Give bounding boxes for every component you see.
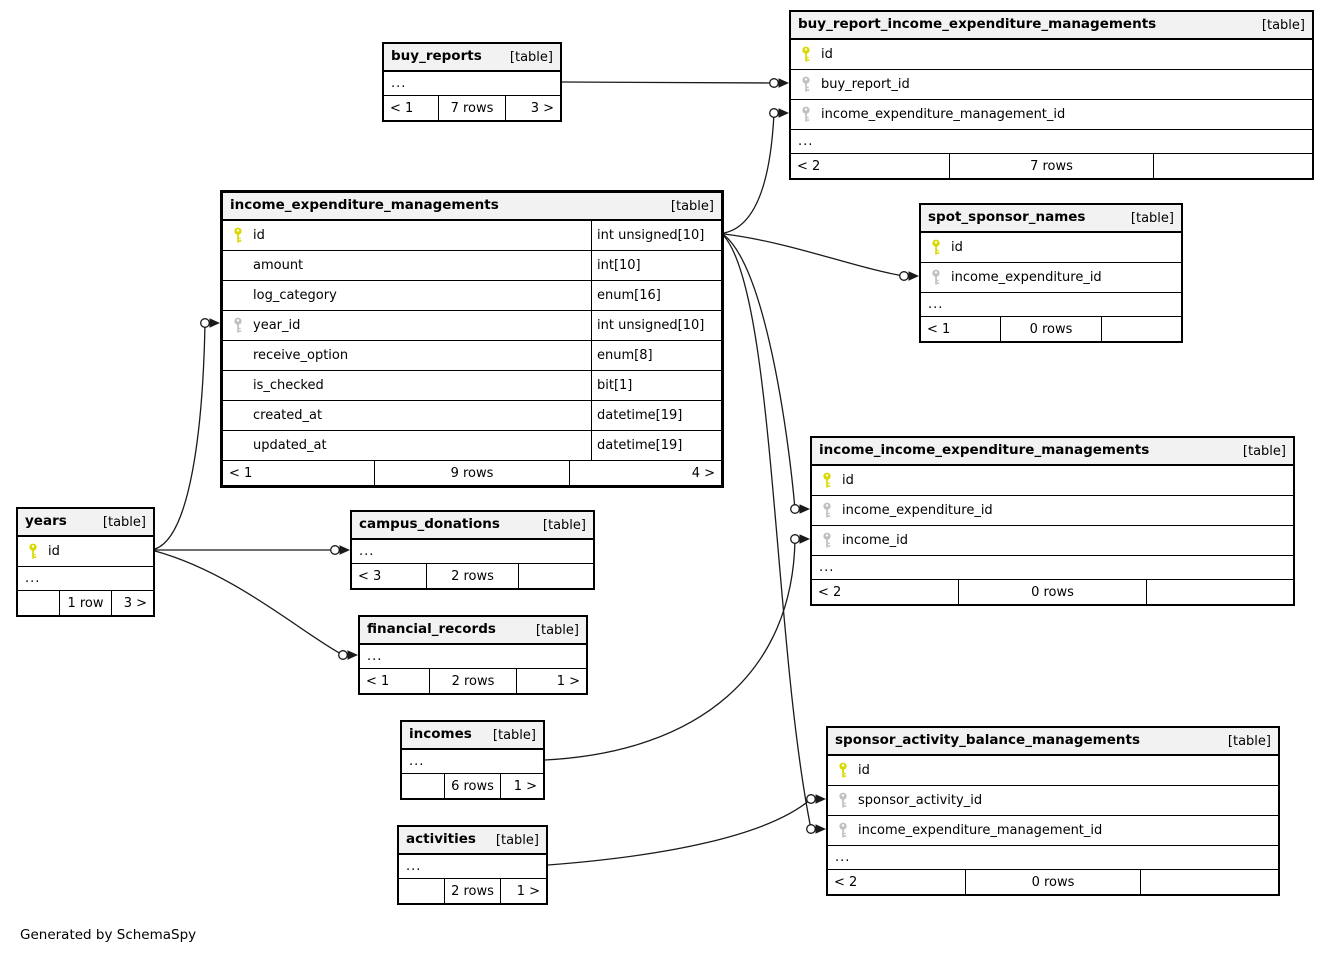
column-name: id (48, 545, 60, 558)
hidden-columns-ellipsis: ... (828, 846, 1278, 870)
column-row-is_checked (223, 371, 721, 401)
table-header[interactable] (384, 44, 560, 72)
row-count: 2 rows (426, 564, 519, 588)
column-name: income_id (842, 534, 908, 547)
table-footer (921, 317, 1181, 341)
parent-count: < 3 (358, 568, 382, 584)
key-slot (812, 502, 842, 519)
column-name: id (842, 474, 854, 487)
column-row-updated_at (223, 431, 721, 461)
child-count (518, 564, 593, 588)
table-footer (360, 669, 586, 693)
column-type: bit[1] (591, 371, 721, 400)
column-type: datetime[19] (591, 431, 721, 460)
column-name: income_expenditure_management_id (821, 108, 1066, 121)
parent-count: < 1 (366, 673, 390, 689)
row-count: 2 rows (444, 879, 500, 903)
key-slot (791, 106, 821, 123)
table-title: income_expenditure_managements (230, 197, 499, 214)
foreign-key-icon (931, 269, 942, 286)
column-name: id (951, 241, 963, 254)
child-count (1153, 154, 1312, 178)
table-title: income_income_expenditure_managements (819, 442, 1150, 459)
table-footer (812, 580, 1293, 604)
parent-count (18, 591, 59, 615)
column-row-income_expenditure_management_id (791, 100, 1312, 130)
key-slot (921, 269, 951, 286)
column-row-income_expenditure_id (812, 496, 1293, 526)
key-slot (828, 762, 858, 779)
table-header[interactable] (18, 509, 153, 537)
child-count: 1 > (500, 774, 543, 798)
key-slot (812, 532, 842, 549)
table-title: financial_records (367, 621, 496, 638)
column-type: datetime[19] (591, 401, 721, 430)
table-type-tag: [table] (1261, 17, 1305, 33)
column-name: id (858, 764, 870, 777)
hidden-columns-ellipsis: ... (399, 855, 546, 879)
hidden-columns-ellipsis: ... (402, 750, 543, 774)
column-row-sponsor_activity_id (828, 786, 1278, 816)
table-title: spot_sponsor_names (928, 209, 1086, 226)
table-incomes[interactable] (400, 720, 545, 800)
key-slot (812, 472, 842, 489)
column-row-id (791, 40, 1312, 70)
table-footer (18, 591, 153, 615)
table-header[interactable] (402, 722, 543, 750)
key-slot (18, 543, 48, 560)
column-row-receive_option (223, 341, 721, 371)
table-title: activities (406, 831, 476, 848)
child-count: 1 > (500, 879, 546, 903)
row-count: 0 rows (1000, 317, 1100, 341)
column-name: is_checked (253, 379, 324, 392)
child-count (1146, 580, 1293, 604)
primary-key-icon (28, 543, 39, 560)
column-type: enum[8] (591, 341, 721, 370)
column-row-id (223, 221, 721, 251)
key-slot (223, 227, 253, 244)
hidden-columns-ellipsis: ... (791, 130, 1312, 154)
foreign-key-icon (801, 106, 812, 123)
key-slot (828, 792, 858, 809)
row-count: 9 rows (374, 461, 568, 485)
row-count: 6 rows (444, 774, 500, 798)
column-name: buy_report_id (821, 78, 910, 91)
hidden-columns-ellipsis: ... (384, 72, 560, 96)
table-type-tag: [table] (535, 622, 579, 638)
table-title: buy_report_income_expenditure_managements (798, 16, 1157, 33)
parent-count (402, 774, 444, 798)
primary-key-icon (822, 472, 833, 489)
table-header[interactable] (360, 617, 586, 645)
table-title: years (25, 513, 67, 530)
table-type-tag: [table] (102, 514, 146, 530)
primary-key-icon (233, 227, 244, 244)
column-name: income_expenditure_id (951, 271, 1102, 284)
child-count (1101, 317, 1181, 341)
table-type-tag: [table] (1242, 443, 1286, 459)
column-name: receive_option (253, 349, 349, 362)
key-slot (828, 822, 858, 839)
table-years[interactable] (16, 507, 155, 617)
parent-count: < 2 (818, 584, 842, 600)
hidden-columns-ellipsis: ... (812, 556, 1293, 580)
column-row-id (828, 756, 1278, 786)
table-header[interactable] (791, 12, 1312, 40)
table-footer (352, 564, 593, 588)
hidden-columns-ellipsis: ... (352, 540, 593, 564)
table-footer (399, 879, 546, 903)
column-row-income_id (812, 526, 1293, 556)
foreign-key-icon (838, 822, 849, 839)
row-count: 1 row (59, 591, 110, 615)
table-title: sponsor_activity_balance_managements (835, 732, 1140, 749)
child-count: 3 > (111, 591, 153, 615)
table-buy_report_income_expenditure_managements[interactable] (789, 10, 1314, 180)
column-row-id (921, 233, 1181, 263)
column-type: int unsigned[10] (591, 311, 721, 340)
foreign-key-icon (822, 532, 833, 549)
table-activities[interactable] (397, 825, 548, 905)
column-name: created_at (253, 409, 323, 422)
table-header[interactable] (352, 512, 593, 540)
key-slot (791, 46, 821, 63)
table-header[interactable] (223, 193, 721, 221)
column-name: amount (253, 259, 304, 272)
column-row-id (18, 537, 153, 567)
foreign-key-icon (838, 792, 849, 809)
table-title: incomes (409, 726, 472, 743)
table-type-tag: [table] (1130, 210, 1174, 226)
column-row-income_expenditure_management_id (828, 816, 1278, 846)
table-type-tag: [table] (495, 832, 539, 848)
column-name: log_category (253, 289, 337, 302)
column-row-year_id (223, 311, 721, 341)
hidden-columns-ellipsis: ... (18, 567, 153, 591)
table-buy_reports[interactable] (382, 42, 562, 122)
column-row-id (812, 466, 1293, 496)
primary-key-icon (801, 46, 812, 63)
foreign-key-icon (822, 502, 833, 519)
column-name: income_expenditure_management_id (858, 824, 1103, 837)
row-count: 0 rows (965, 870, 1140, 894)
table-type-tag: [table] (670, 198, 714, 214)
column-name: sponsor_activity_id (858, 794, 983, 807)
table-header[interactable] (812, 438, 1293, 466)
parent-count: < 1 (927, 321, 951, 337)
table-footer (828, 870, 1278, 894)
table-income_income_expenditure_managements[interactable] (810, 436, 1295, 606)
column-name: income_expenditure_id (842, 504, 993, 517)
table-header[interactable] (921, 205, 1181, 233)
hidden-columns-ellipsis: ... (360, 645, 586, 669)
generator-credit: Generated by SchemaSpy (20, 927, 197, 943)
parent-count: < 2 (797, 158, 821, 174)
table-type-tag: [table] (1227, 733, 1271, 749)
column-type: int unsigned[10] (591, 221, 721, 250)
key-slot (791, 76, 821, 93)
column-name: year_id (253, 319, 301, 332)
column-type: enum[16] (591, 281, 721, 310)
foreign-key-icon (801, 76, 812, 93)
column-name: updated_at (253, 439, 327, 452)
foreign-key-icon (233, 317, 244, 334)
column-type: int[10] (591, 251, 721, 280)
table-type-tag: [table] (492, 727, 536, 743)
row-count: 2 rows (429, 669, 516, 693)
column-row-income_expenditure_id (921, 263, 1181, 293)
table-footer (402, 774, 543, 798)
row-count: 0 rows (958, 580, 1146, 604)
row-count: 7 rows (949, 154, 1152, 178)
table-header[interactable] (399, 827, 546, 855)
parent-count: < 1 (390, 100, 414, 116)
key-slot (921, 239, 951, 256)
primary-key-icon (931, 239, 942, 256)
table-title: campus_donations (359, 516, 500, 533)
table-financial_records[interactable] (358, 615, 588, 695)
child-count: 1 > (516, 669, 586, 693)
column-name: id (821, 48, 833, 61)
table-title: buy_reports (391, 48, 482, 65)
column-row-amount (223, 251, 721, 281)
table-sponsor_activity_balance_managements[interactable] (826, 726, 1280, 896)
child-count: 4 > (569, 461, 721, 485)
table-header[interactable] (828, 728, 1278, 756)
column-name: id (253, 229, 265, 242)
column-row-created_at (223, 401, 721, 431)
table-footer (791, 154, 1312, 178)
parent-count (399, 879, 444, 903)
key-slot (223, 317, 253, 334)
table-type-tag: [table] (542, 517, 586, 533)
table-campus_donations[interactable] (350, 510, 595, 590)
table-type-tag: [table] (509, 49, 553, 65)
column-row-buy_report_id (791, 70, 1312, 100)
parent-count: < 1 (229, 465, 253, 481)
child-count (1140, 870, 1278, 894)
table-income_expenditure_managements[interactable] (220, 190, 724, 488)
row-count: 7 rows (438, 96, 505, 120)
table-spot_sponsor_names[interactable] (919, 203, 1183, 343)
table-footer (223, 461, 721, 485)
parent-count: < 2 (834, 874, 858, 890)
primary-key-icon (838, 762, 849, 779)
child-count: 3 > (505, 96, 560, 120)
hidden-columns-ellipsis: ... (921, 293, 1181, 317)
column-row-log_category (223, 281, 721, 311)
table-footer (384, 96, 560, 120)
